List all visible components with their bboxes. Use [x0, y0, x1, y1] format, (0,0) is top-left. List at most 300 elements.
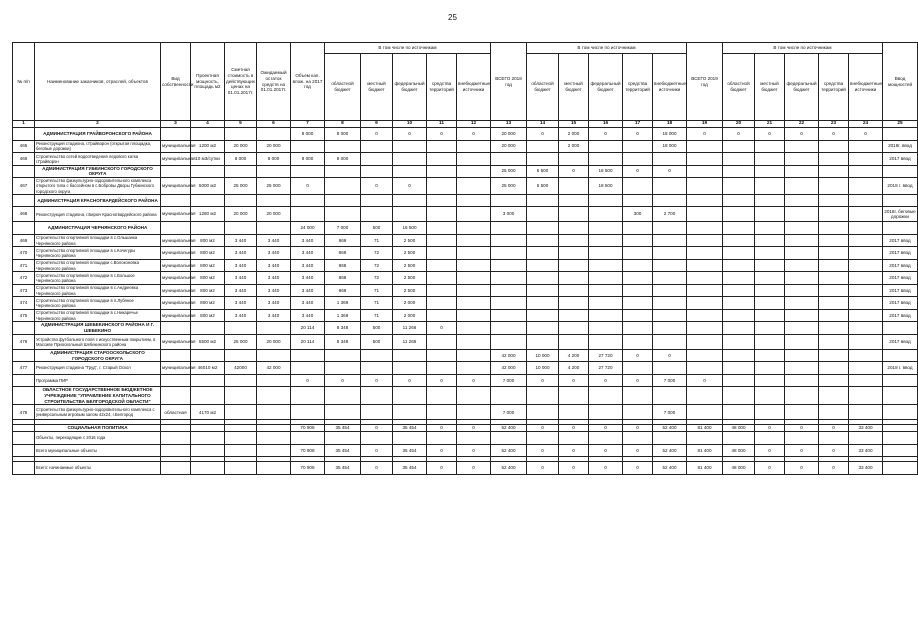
table-cell — [785, 322, 819, 335]
table-cell — [883, 374, 918, 387]
table-cell — [427, 272, 457, 285]
table-cell — [393, 207, 427, 222]
table-cell — [755, 322, 785, 335]
table-cell: 0 — [589, 444, 623, 457]
table-cell: муниципальная — [161, 362, 191, 375]
table-cell: 10 м3/сутки — [191, 153, 225, 166]
table-cell: муниципальная — [161, 207, 191, 222]
table-cell — [723, 349, 755, 362]
table-cell — [687, 222, 723, 235]
table-cell: 0 — [361, 444, 393, 457]
table-cell — [527, 272, 559, 285]
table-cell: 0 — [589, 462, 623, 475]
table-cell: 0 — [393, 128, 427, 141]
table-cell: 0 — [819, 425, 849, 432]
table-cell: 10 000 — [527, 362, 559, 375]
table-row — [13, 334, 918, 349]
table-cell: 0 — [559, 444, 589, 457]
table-cell — [457, 322, 491, 335]
table-cell — [589, 387, 623, 405]
row-name-cell: Строительство спортивной площадки в с.Большое Чернянского района — [35, 272, 161, 285]
table-cell — [257, 128, 291, 141]
table-cell — [755, 284, 785, 297]
table-cell — [491, 387, 527, 405]
table-cell: 81 400 — [687, 444, 723, 457]
table-cell — [257, 387, 291, 405]
table-cell: 70 908 — [291, 425, 325, 432]
table-cell — [13, 444, 35, 457]
table-cell — [427, 247, 457, 260]
table-cell — [291, 349, 325, 362]
table-cell — [723, 432, 755, 445]
table-cell — [457, 387, 491, 405]
table-cell: 20 000 — [491, 140, 527, 153]
table-row — [13, 272, 918, 285]
table-cell — [755, 178, 785, 195]
table-cell: 1 369 — [325, 297, 361, 310]
table-cell: 8 348 — [325, 322, 361, 335]
table-cell: 2 500 — [393, 259, 427, 272]
table-cell — [755, 247, 785, 260]
table-cell: 800 м2 — [191, 259, 225, 272]
table-cell: муниципальная — [161, 234, 191, 247]
table-cell — [819, 165, 849, 178]
table-cell — [819, 322, 849, 335]
row-name-cell: Всего: начинаемые объекты — [35, 462, 161, 475]
table-cell — [589, 207, 623, 222]
table-cell — [849, 309, 883, 322]
table-cell — [723, 405, 755, 420]
table-cell: 11 266 — [393, 334, 427, 349]
table-cell: 3 440 — [225, 247, 257, 260]
table-cell: 800 м2 — [191, 309, 225, 322]
table-cell — [393, 405, 427, 420]
table-cell — [527, 153, 559, 166]
table-cell — [589, 405, 623, 420]
table-cell: 42000 — [225, 362, 257, 375]
table-cell: 3 440 — [257, 259, 291, 272]
table-cell: 2018 г. ввод — [883, 362, 918, 375]
table-cell: 0 — [687, 128, 723, 141]
table-cell — [687, 207, 723, 222]
table-cell — [849, 362, 883, 375]
table-cell — [13, 425, 35, 432]
table-cell — [361, 194, 393, 207]
table-cell — [687, 362, 723, 375]
table-cell: 33 400 — [849, 462, 883, 475]
table-cell: 52 400 — [653, 444, 687, 457]
table-cell: 0 — [559, 165, 589, 178]
table-cell: 0 — [427, 425, 457, 432]
table-cell: 0 — [623, 444, 653, 457]
table-cell — [687, 178, 723, 195]
table-cell — [161, 444, 191, 457]
table-cell: 18 000 — [653, 140, 687, 153]
table-cell: 0 — [527, 462, 559, 475]
table-cell — [755, 194, 785, 207]
table-cell — [457, 165, 491, 178]
table-cell — [819, 234, 849, 247]
header-regional: областной бюджет — [527, 54, 559, 121]
table-cell — [819, 259, 849, 272]
table-cell — [755, 259, 785, 272]
table-cell: 0 — [755, 444, 785, 457]
table-cell: 2018г. ввод — [883, 140, 918, 153]
table-cell — [819, 140, 849, 153]
table-cell: 0 — [755, 425, 785, 432]
table-cell — [883, 322, 918, 335]
table-cell — [257, 432, 291, 445]
table-cell — [687, 309, 723, 322]
table-cell: 0 — [623, 128, 653, 141]
table-cell: 0 — [589, 128, 623, 141]
table-cell — [785, 140, 819, 153]
table-cell — [361, 140, 393, 153]
table-cell — [785, 374, 819, 387]
table-cell: 0 — [623, 349, 653, 362]
row-name-cell: Реконструкция стадиона, г.Грайворон (открытая площадка, беговые дорожки) — [35, 140, 161, 153]
table-cell: 0 — [687, 374, 723, 387]
table-cell — [819, 247, 849, 260]
table-cell — [559, 334, 589, 349]
row-name-cell: ОБЛАСТНОЕ ГОСУДАРСТВЕННОЕ БЮДЖЕТНОЕ УЧРЕЖДЕНИЕ "УПРАВЛЕНИЕ КАПИТАЛЬНОГО СТРОИТЕЛЬСТВА БЕЛГОРОДСКОЙ ОБЛАСТИ" — [35, 387, 161, 405]
table-cell — [13, 432, 35, 445]
table-cell: 3 440 — [225, 297, 257, 310]
column-number: 22 — [785, 121, 819, 128]
table-cell — [257, 165, 291, 178]
table-cell: 3 440 — [291, 234, 325, 247]
table-cell: 500 — [361, 334, 393, 349]
table-cell: 0 — [623, 425, 653, 432]
column-number: 24 — [849, 121, 883, 128]
table-cell — [559, 297, 589, 310]
table-row — [13, 234, 918, 247]
table-cell — [527, 405, 559, 420]
table-cell: 868 — [325, 272, 361, 285]
table-cell: 3 440 — [291, 284, 325, 297]
table-cell — [457, 349, 491, 362]
table-cell: 800 м2 — [191, 272, 225, 285]
table-cell — [819, 387, 849, 405]
table-cell: 3 440 — [225, 234, 257, 247]
table-cell: 0 — [361, 178, 393, 195]
table-cell — [849, 349, 883, 362]
table-cell: 72 — [361, 272, 393, 285]
table-cell: 81 400 — [687, 425, 723, 432]
table-cell — [427, 153, 457, 166]
table-cell: 0 — [457, 425, 491, 432]
table-cell — [723, 309, 755, 322]
table-cell — [849, 178, 883, 195]
table-cell — [191, 322, 225, 335]
table-cell — [393, 362, 427, 375]
table-cell — [589, 432, 623, 445]
table-cell — [361, 405, 393, 420]
table-cell — [883, 462, 918, 475]
table-cell — [13, 222, 35, 235]
table-cell — [161, 349, 191, 362]
table-cell — [687, 153, 723, 166]
table-cell: 5000 м2 — [191, 178, 225, 195]
table-cell — [785, 259, 819, 272]
table-cell — [785, 153, 819, 166]
table-cell: 0 — [527, 374, 559, 387]
table-cell: 42 000 — [491, 349, 527, 362]
table-cell: 0 — [849, 128, 883, 141]
table-cell: 3 440 — [257, 309, 291, 322]
table-cell — [687, 272, 723, 285]
table-cell — [291, 165, 325, 178]
table-cell — [393, 194, 427, 207]
table-row — [13, 153, 918, 166]
table-cell — [623, 272, 653, 285]
table-cell — [785, 194, 819, 207]
table-cell: 0 — [785, 462, 819, 475]
table-cell — [325, 178, 361, 195]
table-cell — [849, 432, 883, 445]
table-cell — [361, 207, 393, 222]
table-cell: 20 000 — [225, 140, 257, 153]
header-local: местный бюджет — [361, 54, 393, 121]
table-cell: 7 000 — [325, 222, 361, 235]
table-cell — [785, 247, 819, 260]
table-cell — [257, 222, 291, 235]
table-cell — [819, 405, 849, 420]
table-cell: 20 000 — [491, 128, 527, 141]
table-cell: муниципальная — [161, 247, 191, 260]
table-cell: муниципальная — [161, 284, 191, 297]
table-row — [13, 140, 918, 153]
table-cell — [589, 259, 623, 272]
table-cell — [589, 153, 623, 166]
table-cell — [427, 207, 457, 222]
table-cell — [527, 207, 559, 222]
table-cell: 868 — [325, 259, 361, 272]
table-cell: 25 000 — [257, 178, 291, 195]
table-cell — [13, 387, 35, 405]
table-cell — [785, 432, 819, 445]
table-cell: 27 720 — [589, 362, 623, 375]
row-name-cell: Реконструкция стадиона "Труд", г. Старый Оскол — [35, 362, 161, 375]
table-cell: 476 — [13, 334, 35, 349]
column-number: 13 — [491, 121, 527, 128]
table-cell — [257, 194, 291, 207]
table-cell — [819, 222, 849, 235]
table-cell: 2017 ввод — [883, 297, 918, 310]
table-cell — [819, 349, 849, 362]
header-sources-2019: В том числе по источникам — [723, 43, 883, 54]
row-name-cell: Строительство спортивной площадки с.Волоконовка Чернянского района — [35, 259, 161, 272]
column-number: 23 — [819, 121, 849, 128]
table-cell — [457, 284, 491, 297]
table-row — [13, 207, 918, 222]
table-cell: 18 500 — [589, 165, 623, 178]
section-row — [13, 194, 918, 207]
table-cell — [653, 153, 687, 166]
table-cell: 0 — [589, 425, 623, 432]
table-cell — [393, 387, 427, 405]
table-cell: 0 — [559, 374, 589, 387]
table-cell: 2017 ввод — [883, 284, 918, 297]
table-cell: 470 — [13, 247, 35, 260]
column-number: 21 — [755, 121, 785, 128]
table-cell — [819, 432, 849, 445]
column-number: 12 — [457, 121, 491, 128]
table-cell — [225, 128, 257, 141]
table-cell — [457, 432, 491, 445]
table-cell — [883, 222, 918, 235]
table-cell: 0 — [559, 425, 589, 432]
table-cell — [755, 165, 785, 178]
table-cell — [623, 334, 653, 349]
table-cell — [687, 405, 723, 420]
table-cell: 2017 ввод — [883, 234, 918, 247]
table-cell — [623, 234, 653, 247]
table-row — [13, 362, 918, 375]
table-cell — [755, 362, 785, 375]
table-cell: муниципальная — [161, 297, 191, 310]
table-cell — [653, 297, 687, 310]
table-cell — [849, 194, 883, 207]
column-number: 7 — [291, 121, 325, 128]
column-number: 11 — [427, 121, 457, 128]
table-cell: 52 400 — [491, 425, 527, 432]
table-cell — [427, 234, 457, 247]
table-cell — [785, 207, 819, 222]
table-cell: 4 200 — [559, 362, 589, 375]
table-cell — [623, 322, 653, 335]
table-cell — [687, 297, 723, 310]
header-no: № п/п — [13, 43, 35, 121]
table-cell — [191, 425, 225, 432]
header-volume-2017: Объем кап. влож. на 2017 год — [291, 43, 325, 121]
table-cell — [225, 349, 257, 362]
table-cell — [755, 334, 785, 349]
table-cell — [883, 128, 918, 141]
header-offbudget: внебюджетные источники — [849, 54, 883, 121]
header-offbudget: внебюджетные источники — [457, 54, 491, 121]
table-cell — [883, 387, 918, 405]
table-cell — [325, 140, 361, 153]
table-cell — [755, 207, 785, 222]
table-cell — [849, 207, 883, 222]
table-cell: 0 — [361, 374, 393, 387]
column-number: 5 — [225, 121, 257, 128]
section-row — [13, 128, 918, 141]
table-cell — [653, 432, 687, 445]
table-cell — [257, 425, 291, 432]
table-cell: 20 114 — [291, 322, 325, 335]
table-cell — [491, 284, 527, 297]
table-cell: 7 000 — [491, 374, 527, 387]
table-cell: 0 — [559, 462, 589, 475]
table-cell — [623, 222, 653, 235]
table-cell — [457, 297, 491, 310]
table-row — [13, 405, 918, 420]
table-cell: 72 — [361, 247, 393, 260]
column-number: 18 — [653, 121, 687, 128]
table-cell — [457, 234, 491, 247]
table-cell: областная — [161, 405, 191, 420]
table-cell: 2 500 — [393, 234, 427, 247]
table-cell — [191, 462, 225, 475]
table-cell — [427, 387, 457, 405]
table-cell: 0 — [291, 374, 325, 387]
table-cell: 0 — [623, 462, 653, 475]
table-cell — [161, 462, 191, 475]
table-cell — [257, 405, 291, 420]
column-number: 3 — [161, 121, 191, 128]
table-cell — [427, 432, 457, 445]
table-cell: 0 — [457, 374, 491, 387]
column-number: 4 — [191, 121, 225, 128]
table-cell — [623, 309, 653, 322]
table-row — [13, 178, 918, 195]
table-cell — [623, 387, 653, 405]
table-cell: 3 440 — [291, 247, 325, 260]
table-cell — [623, 284, 653, 297]
table-cell — [291, 207, 325, 222]
table-cell — [491, 194, 527, 207]
table-cell: 18 500 — [589, 178, 623, 195]
table-cell — [849, 247, 883, 260]
table-cell — [755, 309, 785, 322]
column-number: 25 — [883, 121, 918, 128]
table-cell — [457, 259, 491, 272]
table-cell — [559, 194, 589, 207]
table-cell — [589, 297, 623, 310]
table-cell: 868 — [325, 247, 361, 260]
table-cell — [457, 222, 491, 235]
table-cell — [325, 165, 361, 178]
table-cell — [653, 284, 687, 297]
table-cell: 24 000 — [291, 222, 325, 235]
table-cell — [457, 272, 491, 285]
table-cell — [723, 222, 755, 235]
table-cell — [491, 222, 527, 235]
table-cell: 71 — [361, 234, 393, 247]
table-cell — [13, 322, 35, 335]
table-cell — [849, 140, 883, 153]
column-number: 16 — [589, 121, 623, 128]
table-cell: 2 500 — [393, 247, 427, 260]
table-cell — [13, 194, 35, 207]
table-cell — [427, 259, 457, 272]
table-cell — [785, 362, 819, 375]
table-cell — [785, 272, 819, 285]
table-cell — [325, 349, 361, 362]
table-cell — [559, 272, 589, 285]
table-cell — [527, 309, 559, 322]
table-cell — [623, 140, 653, 153]
table-cell: 0 — [527, 425, 559, 432]
table-cell — [427, 284, 457, 297]
table-cell — [527, 194, 559, 207]
header-regional: областной бюджет — [325, 54, 361, 121]
header-territory: средства территорий — [623, 54, 653, 121]
table-cell — [723, 374, 755, 387]
header-estimate: Сметная стоимость в действующих ценах на 01.01.2017г. — [225, 43, 257, 121]
table-cell: 0 — [427, 322, 457, 335]
table-cell — [623, 247, 653, 260]
table-cell: 0 — [393, 178, 427, 195]
table-cell: 2 000 — [559, 128, 589, 141]
table-cell: 25 000 — [225, 178, 257, 195]
table-cell — [723, 297, 755, 310]
table-cell — [589, 222, 623, 235]
table-cell — [687, 284, 723, 297]
table-cell: 0 — [785, 425, 819, 432]
